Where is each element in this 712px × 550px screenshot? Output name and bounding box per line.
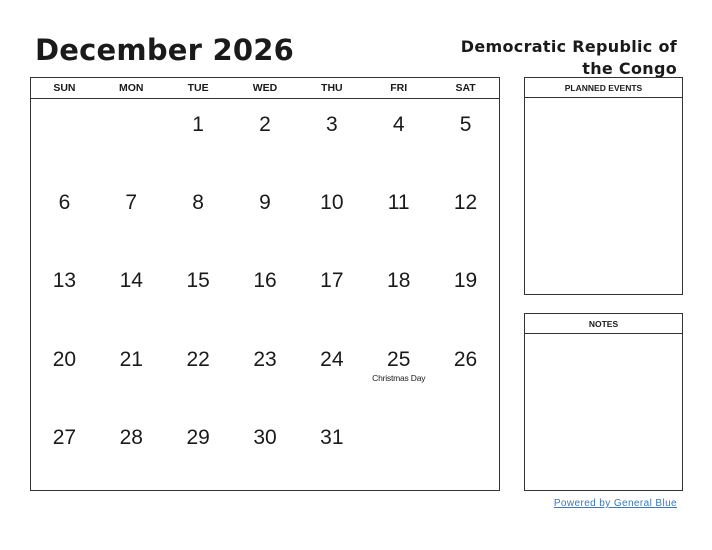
day-number: 1 bbox=[192, 113, 204, 136]
day-number: 15 bbox=[186, 269, 210, 293]
calendar-day-cell bbox=[298, 255, 365, 333]
planned-events-title: PLANNED EVENTS bbox=[525, 78, 682, 98]
calendar-day-cell bbox=[432, 412, 499, 490]
weekday-header: THU bbox=[321, 82, 343, 94]
day-number: 24 bbox=[320, 347, 344, 371]
day-number: 4 bbox=[392, 113, 405, 136]
day-number: 29 bbox=[186, 425, 210, 449]
calendar-day-cell bbox=[232, 177, 299, 255]
weekday-header-row bbox=[31, 78, 499, 99]
day-number: 17 bbox=[320, 269, 344, 293]
day-number: 11 bbox=[387, 191, 410, 215]
calendar-day-cell bbox=[232, 412, 299, 490]
day-number: 10 bbox=[320, 191, 344, 215]
weekday-header: SUN bbox=[53, 82, 76, 94]
calendar-day-cell bbox=[432, 177, 499, 255]
calendar-day-cell bbox=[365, 412, 432, 490]
day-number: 9 bbox=[259, 191, 271, 215]
day-number: 28 bbox=[119, 425, 143, 449]
weekday-header: SAT bbox=[455, 82, 476, 94]
calendar-day-cell bbox=[432, 99, 499, 177]
calendar-day-cell bbox=[165, 255, 232, 333]
day-number: 19 bbox=[453, 269, 478, 293]
calendar-day-cell bbox=[31, 412, 98, 490]
day-number: 8 bbox=[192, 191, 204, 215]
calendar-day-cell bbox=[98, 412, 165, 490]
calendar-grid bbox=[30, 77, 500, 491]
day-number: 30 bbox=[253, 425, 277, 449]
day-number: 23 bbox=[253, 347, 277, 371]
day-number: 14 bbox=[119, 269, 143, 293]
day-number: 20 bbox=[52, 347, 77, 371]
calendar-day-cell bbox=[31, 334, 98, 412]
calendar-day-cell bbox=[232, 255, 299, 333]
day-number: 26 bbox=[453, 347, 478, 371]
calendar-day-cell bbox=[298, 412, 365, 490]
calendar-day-cell bbox=[432, 334, 499, 412]
day-number: 21 bbox=[119, 347, 143, 371]
day-number: 5 bbox=[459, 113, 472, 136]
day-number: 25 bbox=[387, 347, 411, 371]
day-number: 31 bbox=[320, 425, 344, 449]
calendar-day-cell bbox=[365, 99, 432, 177]
day-number: 22 bbox=[186, 347, 210, 371]
weekday-header: TUE bbox=[187, 82, 209, 94]
notes-title: NOTES bbox=[525, 314, 682, 334]
calendar-day-cell bbox=[365, 334, 432, 412]
calendar-day-cell bbox=[31, 255, 98, 333]
day-number: 16 bbox=[253, 269, 277, 293]
powered-by-link[interactable]: Powered by General Blue bbox=[553, 498, 677, 509]
day-number: 6 bbox=[58, 191, 71, 215]
calendar-day-cell bbox=[298, 177, 365, 255]
calendar-day-cell bbox=[98, 99, 165, 177]
calendar-day-cell bbox=[31, 177, 98, 255]
calendar-day-cell bbox=[432, 255, 499, 333]
page-title: December 2026 bbox=[35, 33, 294, 67]
day-number: 3 bbox=[326, 113, 338, 136]
calendar-day-cell bbox=[165, 412, 232, 490]
calendar-day-cell bbox=[98, 255, 165, 333]
calendar-body bbox=[31, 99, 499, 490]
weekday-header: WED bbox=[252, 82, 278, 94]
calendar-day-cell bbox=[165, 99, 232, 177]
day-number: 18 bbox=[387, 269, 411, 293]
calendar-day-cell bbox=[232, 99, 299, 177]
country-name: Democratic Republic of the Congo bbox=[460, 37, 677, 78]
weekday-header: FRI bbox=[390, 82, 408, 94]
calendar-day-cell bbox=[98, 334, 165, 412]
calendar-day-cell bbox=[298, 99, 365, 177]
day-number: 2 bbox=[259, 113, 271, 136]
calendar-day-cell bbox=[98, 177, 165, 255]
calendar-day-cell bbox=[365, 255, 432, 333]
calendar-day-cell bbox=[31, 99, 98, 177]
weekday-header: MON bbox=[119, 82, 144, 94]
day-number: 13 bbox=[52, 269, 77, 293]
planned-events-panel bbox=[524, 77, 683, 295]
holiday-label: Christmas Day bbox=[372, 372, 426, 383]
calendar-day-cell bbox=[298, 334, 365, 412]
day-number: 12 bbox=[453, 191, 478, 215]
calendar-day-cell bbox=[232, 334, 299, 412]
day-number: 27 bbox=[52, 425, 77, 449]
day-number: 7 bbox=[125, 191, 138, 215]
notes-panel bbox=[524, 313, 683, 491]
calendar-day-cell bbox=[165, 177, 232, 255]
calendar-day-cell bbox=[365, 177, 432, 255]
calendar-day-cell bbox=[165, 334, 232, 412]
